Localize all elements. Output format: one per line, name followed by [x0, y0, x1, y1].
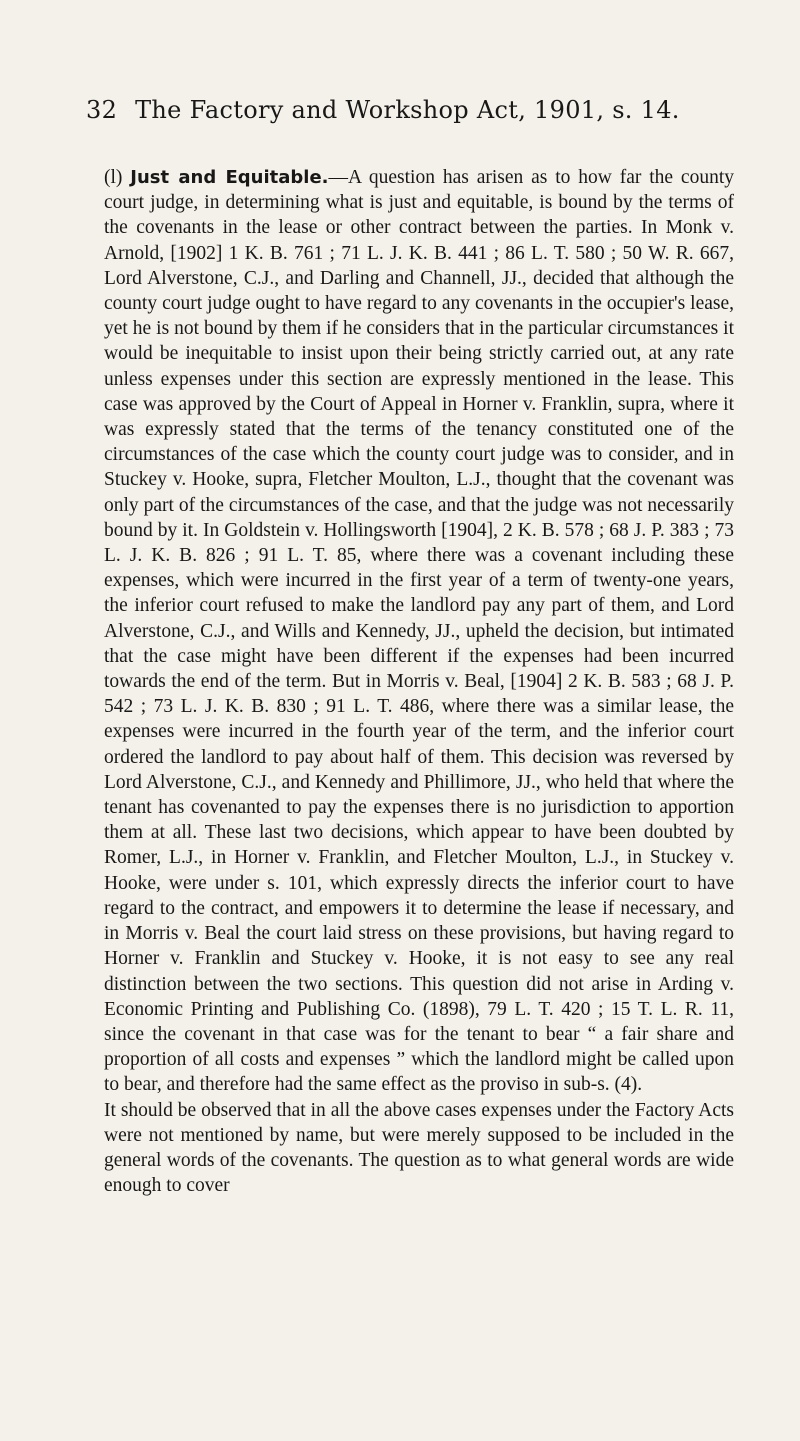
- paragraph-observation: [104, 1098, 734, 1199]
- header-title: The Factory and Workshop Act, 1901, s. 14.: [135, 96, 680, 124]
- paragraph-text: It should be observed that in all the above cases expenses under the Factory Acts were not mentioned by name, but were merely supposed to be included in the general words of the covenants. The question as to what general words are wide enough to cover: [104, 1099, 734, 1197]
- paragraph-marker: (l): [104, 167, 123, 188]
- paragraph-text: —A question has arisen as to how far the county court judge, in determining what is just and equitable, is bound by the terms of the covenants in the lease or other contract between the parties. In Monk v. Arnold, [1902] 1 K. B. 761 ; 71 L. J. K. B. 441 ; 86 L. T. 580 ; 50 W. R. 667, Lord Alverstone, C.J., and Darling and Channell, JJ., decided that although the county court judge ought to have regard to any covenants in the occupier's lease, yet he is not bound by them if he considers that in the particular circumstances it would be inequitable to insist upon their being strictly carried out, at any rate unless expenses under this section are expressly mentioned in the lease. This case was approved by the Court of Appeal in Horner v. Franklin, supra, where it was expressly stated that the terms of the tenancy constituted one of the circumstances of the case which the county court judge was to consider, and in Stuckey v. Hooke, supra, Fletcher Moulton, L.J., thought that the covenant was only part of the circumstances of the case, and that the judge was not necessarily bound by it. In Goldstein v. Hollingsworth [1904], 2 K. B. 578 ; 68 J. P. 383 ; 73 L. J. K. B. 826 ; 91 L. T. 85, where there was a covenant including these expenses, which were incurred in the first year of a term of twenty-one years, the inferior court refused to make the landlord pay any part of them, and Lord Alverstone, C.J., and Wills and Kennedy, JJ., upheld the decision, but intimated that the case might have been different if the expenses had been incurred towards the end of the term. But in Morris v. Beal, [1904] 2 K. B. 583 ; 68 J. P. 542 ; 73 L. J. K. B. 830 ; 91 L. T. 486, where there was a similar lease, the expenses were incurred in the fourth year of the term, and the inferior court ordered the landlord to pay about half of them. This decision was reversed by Lord Alverstone, C.J., and Kennedy and Phillimore, JJ., who held that where the tenant has covenanted to pay the expenses there is no jurisdiction to apportion them at all. These last two decisions, which appear to have been doubted by Romer, L.J., in Horner v. Franklin, and Fletcher Moulton, L.J., in Stuckey v. Hooke, were under s. 101, which expressly directs the inferior court to have regard to the contract, and empowers it to determine the lease if necessary, and in Morris v. Beal the court laid stress on these provisions, but having regard to Horner v. Franklin and Stuckey v. Hooke, it is not easy to see any real distinction between the two sections. This question did not arise in Arding v. Economic Printing and Publishing Co. (1898), 79 L. T. 420 ; 15 T. L. R. 11, since the covenant in that case was for the tenant to bear “ a fair share and proportion of all costs and expenses ” which the landlord might be called upon to bear, and therefore had the same effect as the proviso in sub-s. (4).: [104, 167, 734, 1096]
- running-header: [86, 96, 746, 124]
- paragraph-just-and-equitable: [104, 165, 734, 1098]
- body-text: [104, 165, 734, 1198]
- paragraph-heading: Just and Equitable.: [130, 167, 329, 188]
- page-number: 32: [86, 96, 118, 124]
